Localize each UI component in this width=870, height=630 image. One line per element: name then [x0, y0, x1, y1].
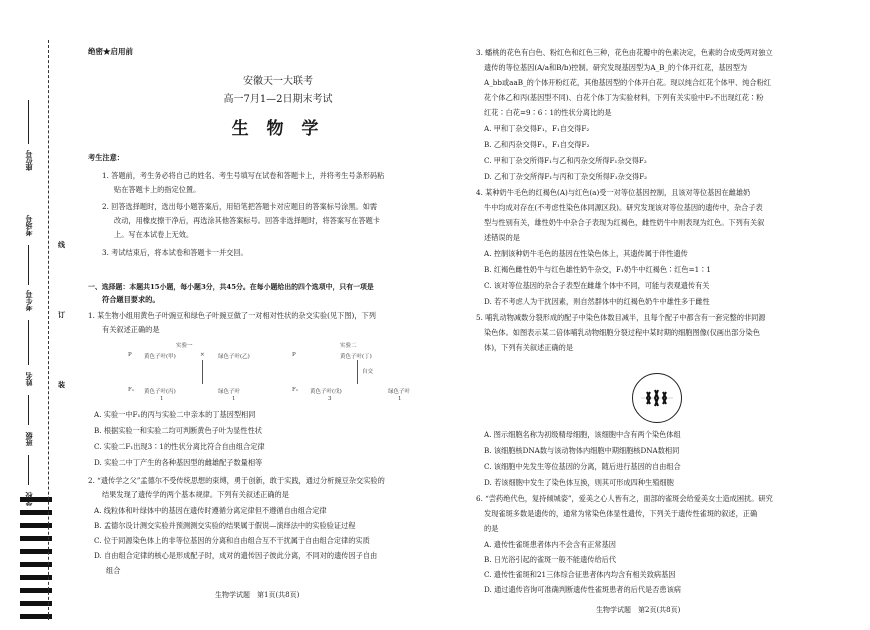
diagram-cross-sign: ×: [200, 352, 205, 358]
diagram-parent-green: 绿色子叶(乙): [218, 354, 250, 360]
page-footer-left: 生物学试题 第1页(共8页): [215, 591, 300, 599]
q4-option-c: C. 该对等位基因的杂合子表型在雌雄个体中不同，可能与表观遗传有关: [484, 281, 710, 290]
fill-line: [28, 100, 29, 144]
fill-line: [28, 395, 29, 425]
cell-division-figure: [632, 373, 682, 423]
fill-line: [28, 245, 29, 285]
q5-option-a: A. 图示细胞名称为初级精母细胞，该细胞中含有两个染色体组: [484, 430, 681, 439]
q4-option-d: D. 若不考虑人为干扰因素，则自然群体中的红褐色奶牛中雄性多于雌性: [484, 297, 710, 306]
fill-line: [28, 320, 29, 365]
q3-stem-cont: A_bb或aaB_的个体开粉红花，其他基因型的个体开白花。现以纯合红花个体甲、纯合粉红: [484, 78, 771, 87]
diagram-f1-label-2: F₁: [292, 387, 299, 393]
diagram-ratio: 1: [398, 396, 402, 402]
q4-stem-cont: 牛中均成对存在(不考虑性染色体同源区段)。研究发现该对等位基因的遗传中，杂合子表: [484, 203, 763, 212]
q3-option-b: B. 乙和丙杂交得F₁，F₁自交得F₂: [484, 140, 590, 149]
q2-stem-cont: 结果发现了遗传学的两个基本规律。下列有关叙述正确的是: [102, 490, 289, 499]
q2-option-d: D. 自由组合定律的核心是形成配子时，成对的遗传因子彼此分离，不同对的遗传因子自由: [94, 551, 378, 560]
diagram-ratio: 1: [232, 396, 236, 402]
q6-option-d: D. 通过遗传咨询可准确判断遗传性雀斑患者的后代是否患该病: [484, 585, 681, 594]
notice-line: 1. 答题前，考生务必将自己的姓名、考生号填写在试卷和答题卡上，并将考生号条形码粘: [102, 171, 385, 180]
q2-option-b: B. 孟德尔设计测交实验并预测测交实验的结果属于假说—演绎法中的实验验证过程: [94, 521, 356, 530]
diagram-parent-yellow-d: 黄色子叶(丁): [340, 354, 372, 360]
q3-option-c: C. 甲和丁杂交所得F₁与乙和丙杂交所得F₁杂交得F₂: [484, 156, 647, 165]
q2-option-d-cont: 组合: [106, 566, 121, 575]
school-label: 学校: [24, 492, 33, 506]
diagram-f1-green: 绿色子叶: [218, 389, 241, 395]
cut-line: [48, 40, 49, 620]
diagram-f1-label: F₁: [128, 387, 135, 393]
q1-option-d: D. 实验二中丁产生的各种基因型的雌雄配子数量相等: [94, 458, 263, 467]
exam-org: 安徽天一大联考: [243, 76, 313, 87]
diagram-parent-yellow: 黄色子叶(甲): [144, 354, 176, 360]
q2-option-c: C. 位于同源染色体上的非等位基因的分离和自由组合互不干扰属于自由组合定律的实质: [94, 536, 370, 545]
diagram-selfing-label: 自交: [362, 369, 374, 375]
diagram-arrow: [202, 360, 203, 384]
diagram-p2-label: P: [292, 352, 296, 358]
diagram-p-label: P: [128, 352, 132, 358]
page-footer-right: 生物学试题 第2页(共8页): [596, 606, 681, 614]
candidate-number-label: 考生号: [24, 290, 33, 311]
diagram-exp2-label: 实验二: [340, 343, 357, 349]
margin-word-zhuang: 装: [58, 380, 65, 389]
chromosome-drawing: [633, 374, 681, 422]
q3-stem-cont: 花个体乙和丙(基因型不同)、白花个体丁为实验材料，下列有关实验中F₂不出现红花∶粉: [484, 93, 764, 102]
q1-option-c: C. 实验二F₁出现3∶1的性状分离比符合自由组合定律: [94, 442, 265, 451]
notice-line: 2. 回答选择题时，选出每小题答案后，用铅笔把答题卡对应题目的答案标号涂黑。如需: [102, 202, 378, 211]
q6-option-c: C. 遗传性雀斑和21三体综合征患者体内均含有相关致病基因: [484, 570, 676, 579]
q1-stem-cont: 有关叙述正确的是: [102, 325, 160, 334]
subject-title: 生 物 学: [231, 119, 325, 139]
q1-stem: 1. 某生物小组用黄色子叶豌豆和绿色子叶豌豆做了一对相对性状的杂交实验(见下图)，下列: [88, 311, 376, 320]
q3-option-d: D. 乙和丁杂交所得F₁与丙和丁杂交所得F₁杂交得F₂: [484, 172, 648, 181]
q5-stem: 5. 哺乳动物减数分裂形成的配子中染色体数目减半，且每个配子中都含有一套完整的非同源: [476, 313, 766, 322]
room-number-label: 考场号: [24, 215, 33, 236]
q4-stem-cont: 述错误的是: [484, 233, 520, 242]
diagram-f1-yellow: 黄色子叶(丙): [144, 389, 176, 395]
fill-line: [28, 455, 29, 485]
diagram-f1-green-2: 绿色子叶: [388, 389, 411, 395]
q4-stem-cont: 型与性别有关，雄性奶牛中杂合子表现为红褐色，雌性奶牛中则表现为红色。下列有关叙: [484, 218, 765, 227]
q6-stem-cont: 的是: [484, 524, 499, 533]
q6-stem-cont: 发现雀斑多数是遗传的，通常为常染色体显性遗传，下列关于遗传性雀斑的叙述，正确: [484, 509, 758, 518]
margin-word-xian: 线: [58, 240, 65, 249]
q5-option-c: C. 该细胞中先发生等位基因的分离，随后进行基因的自由组合: [484, 462, 681, 471]
notice-title: 考生注意：: [88, 153, 124, 162]
margin-word-ding: 订: [58, 310, 65, 319]
q2-option-a: A. 线粒体和叶绿体中的基因在遗传时遵循分离定律但不遵循自由组合定律: [94, 506, 327, 515]
seat-number-label: 座位号: [24, 150, 33, 171]
q6-stem: 6. “尝药绝代色，复持倾城姿”，爱美之心人皆有之，面部的雀斑会给爱美女士造成困扰。研究: [476, 494, 773, 503]
secret-mark: 绝密★启用前: [88, 47, 133, 56]
q3-option-a: A. 甲和丁杂交得F₁，F₁自交得F₂: [484, 124, 590, 133]
q6-option-b: B. 日光浴引起的雀斑一般不能遗传给后代: [484, 555, 617, 564]
q4-option-b: B. 红褐色雌性奶牛与红色雄性奶牛杂交，F₁奶牛中红褐色∶红色=1∶1: [484, 265, 711, 274]
q5-stem-cont: 体)，下列有关叙述正确的是: [484, 343, 574, 352]
diagram-arrow: [357, 360, 358, 384]
q2-stem: 2. “遗传学之父”孟德尔不受传统思想的束缚，勇于创新，敢于实践，通过分析豌豆杂交实验的: [88, 476, 385, 485]
diagram-exp1-label: 实验一: [176, 343, 193, 349]
class-label: 班级: [24, 432, 33, 446]
notice-line: 改动，用橡皮擦干净后，再选涂其他答案标号。回答非选择题时，将答案写在答题卡: [114, 216, 380, 225]
q4-stem: 4. 某种奶牛毛色的红褐色(A)与红色(a)受一对等位基因控制，且该对等位基因在雌雄奶: [476, 188, 751, 197]
q5-stem-cont: 染色体。如图表示某二倍体哺乳动物细胞分裂过程中某时期的细胞图像(仅画出部分染色: [484, 328, 760, 337]
name-label: 姓名: [24, 372, 33, 386]
diagram-ratio: 1: [160, 396, 164, 402]
section-header: 一、选择题：本题共15小题，每小题3分，共45分。在每小题给出的四个选项中，只有一项是: [88, 283, 374, 291]
diagram-f1-yellow-e: 黄色子叶(戊): [310, 389, 342, 395]
q5-option-d: D. 若该细胞中发生了染色体互换，则其可形成四种生殖细胞: [484, 478, 674, 487]
q1-option-a: A. 实验一中F₁的丙与实验二中亲本的丁基因型相同: [94, 410, 256, 419]
notice-line: 上。写在本试卷上无效。: [114, 230, 194, 239]
q1-option-b: B. 根据实验一和实验二均可判断黄色子叶为显性性状: [94, 426, 262, 435]
q4-option-a: A. 控制该种奶牛毛色的基因在性染色体上，其遗传属于伴性遗传: [484, 249, 688, 258]
diagram-ratio: 3: [328, 396, 332, 402]
q3-stem-cont: 红花∶白花=9∶6∶1的性状分离比的是: [484, 108, 612, 117]
q5-option-b: B. 该细胞核DNA数与该动物体内细胞中期细胞核DNA数相同: [484, 446, 680, 455]
section-header-cont: 符合题目要求的。: [102, 295, 160, 304]
q3-stem-cont: 遗传的等位基因(A/a和B/b)控制。研究发现基因型为A_B_的个体开红花，基因型为: [484, 63, 748, 72]
q3-stem: 3. 蟠桃的花色有白色、粉红色和红色三种，花色由花瓣中的色素决定，色素的合成受两对独立: [476, 48, 773, 57]
q6-option-a: A. 遗传性雀斑患者体内不会含有正常基因: [484, 540, 616, 549]
notice-line: 3. 考试结束后，将本试卷和答题卡一并交回。: [102, 248, 248, 257]
exam-title: 高一7月1—2日期末考试: [223, 94, 333, 105]
notice-line: 贴在答题卡上的指定位置。: [114, 185, 201, 194]
